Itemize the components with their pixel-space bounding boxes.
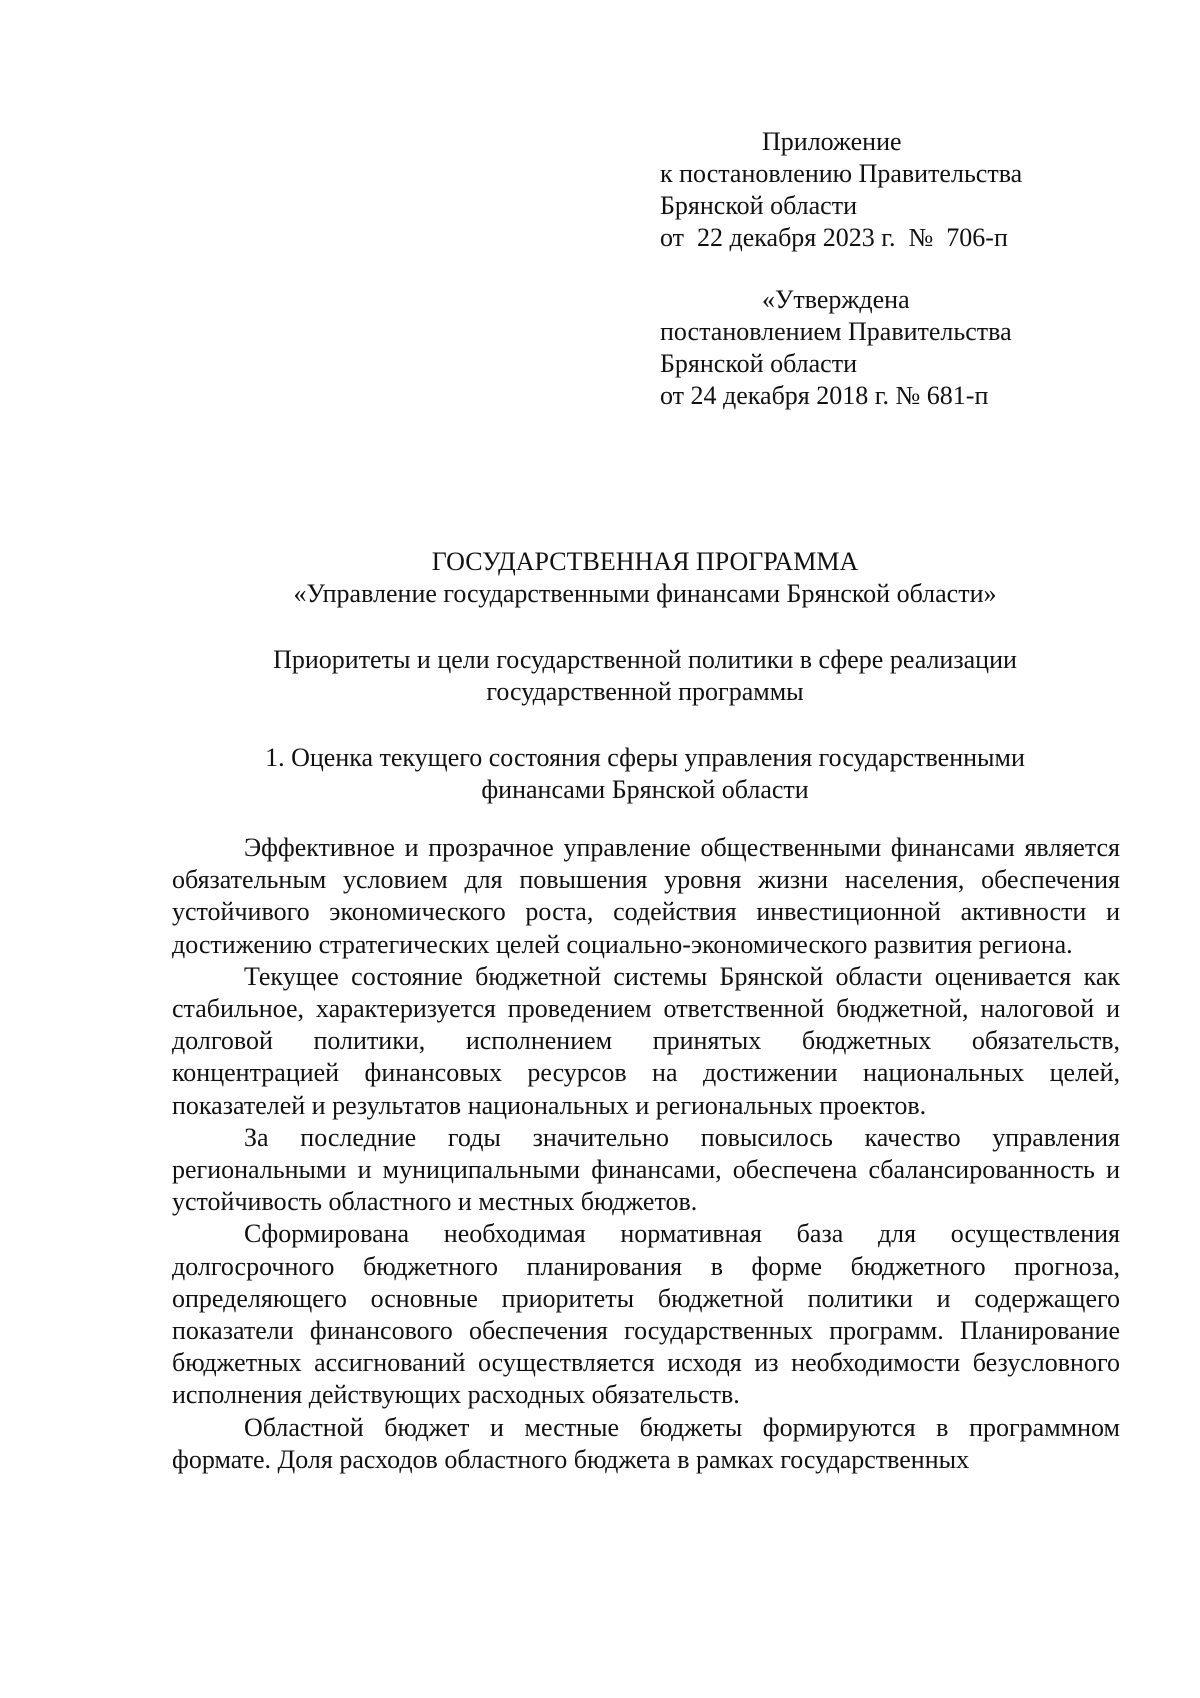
program-subtitle: «Управление государственными финансами Брянской области» — [293, 579, 997, 608]
approved-line: постановлением Правительства — [660, 317, 1012, 346]
body-text — [172, 832, 1120, 1476]
section-heading-line: 1. Оценка текущего состояния сферы управления государственными — [265, 743, 1025, 772]
approved-header — [660, 284, 1120, 412]
priorities-heading-line: Приоритеты и цели государственной политики в сфере реализации — [273, 645, 1017, 674]
priorities-heading-line: государственной программы — [486, 677, 804, 706]
program-heading — [170, 546, 1120, 610]
priorities-heading — [170, 644, 1120, 708]
approved-line: Брянской области — [660, 349, 857, 378]
paragraph: Текущее состояние бюджетной системы Брянской области оценивается как стабильное, характеризуется проведением ответственной бюджетной, налоговой и долговой политики, исполнением принятых бюджетных обязательств, концентрацией финансовых ресурсов на достижении национальных целей, показателей и результатов национальных и региональных проектов. — [172, 961, 1120, 1120]
appendix-line: к постановлению Правительства — [660, 159, 1023, 188]
appendix-date-number: от 22 декабря 2023 г. № 706-п — [660, 223, 1008, 252]
section-heading-line: финансами Брянской области — [481, 775, 809, 804]
approved-title: «Утверждена — [762, 285, 910, 314]
paragraph: Сформирована необходимая нормативная база для осуществления долгосрочного бюджетного планирования в форме бюджетного прогноза, определяющего основные приоритеты бюджетной политики и содержащего показатели финансового обеспечения государственных программ. Планирование бюджетных ассигнований осуществляется исходя из необходимости безусловного исполнения действующих расходных обязательств. — [172, 1219, 1120, 1410]
paragraph: Областной бюджет и местные бюджеты формируются в программном формате. Доля расходов областного бюджета в рамках государственных — [172, 1412, 1120, 1474]
appendix-title: Приложение — [762, 127, 902, 156]
program-title: ГОСУДАРСТВЕННАЯ ПРОГРАММА — [431, 547, 859, 576]
paragraph: За последние годы значительно повысилось качество управления региональными и муниципальными финансами, обеспечена сбалансированность и устойчивость областного и местных бюджетов. — [172, 1122, 1120, 1217]
appendix-header — [660, 126, 1120, 254]
approved-date-number: от 24 декабря 2018 г. № 681-п — [660, 381, 989, 410]
paragraph: Эффективное и прозрачное управление общественными финансами является обязательным условием для повышения уровня жизни населения, обеспечения устойчивого экономического роста, содействия инвестиционной активности и достижению стратегических целей социально-экономического развития региона. — [172, 833, 1120, 959]
appendix-line: Брянской области — [660, 191, 857, 220]
section-heading — [170, 742, 1120, 806]
